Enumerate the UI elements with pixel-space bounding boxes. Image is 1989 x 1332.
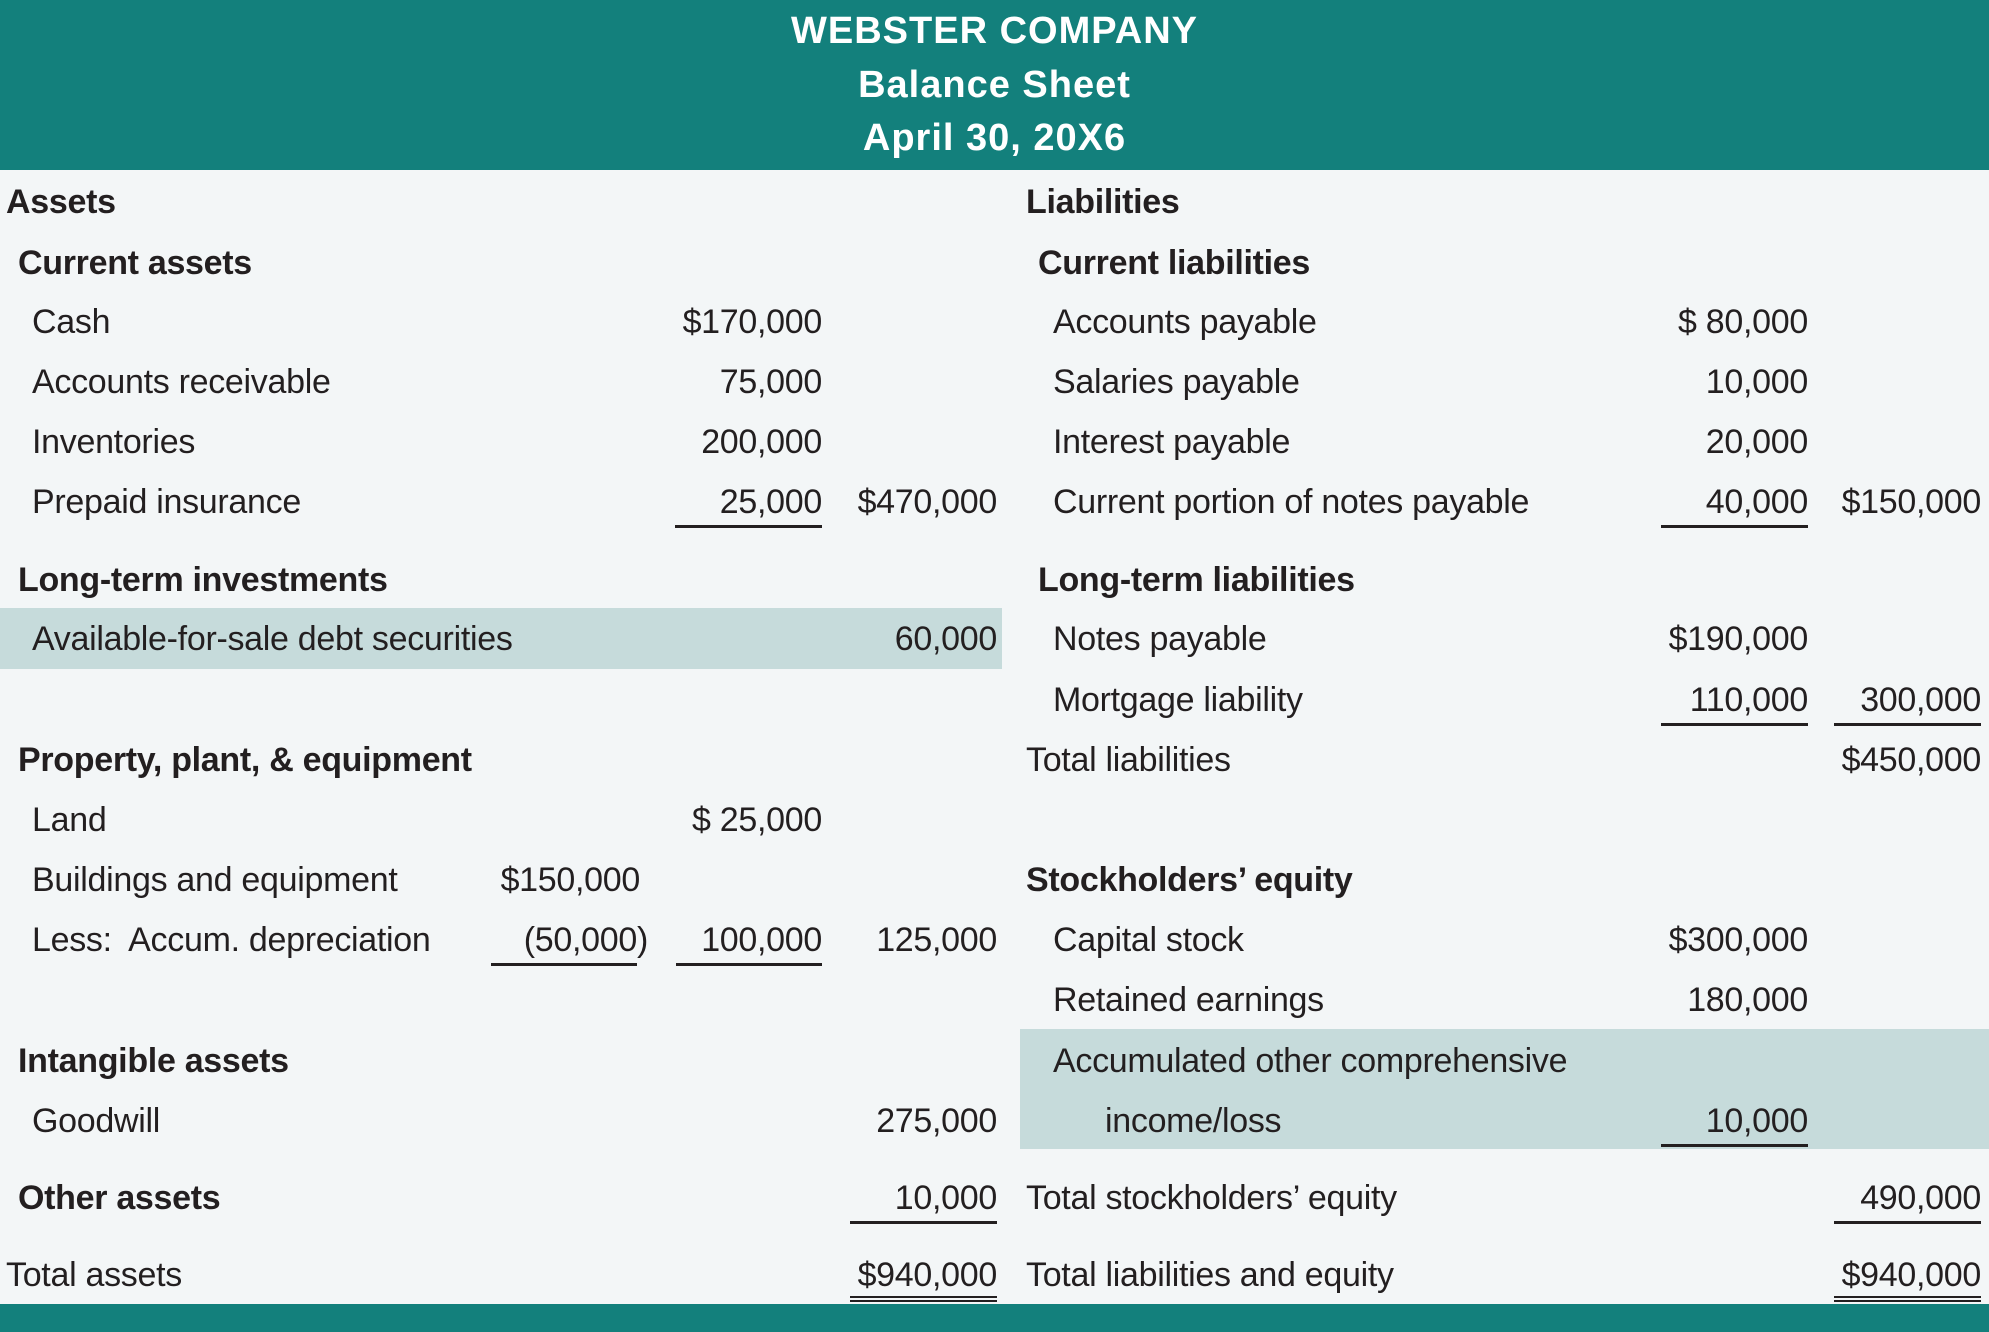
total-liabilities-amount: $450,000: [1841, 741, 1981, 779]
underline: [1834, 1221, 1981, 1224]
prepaid-amount: 25,000: [719, 483, 822, 521]
ap-amount: $ 80,000: [1678, 303, 1808, 341]
lt-investments-heading: Long-term investments: [18, 561, 388, 599]
inventories-label: Inventories: [32, 423, 196, 461]
underline: [491, 963, 637, 966]
ar-label: Accounts receivable: [32, 363, 331, 401]
double-underline: [850, 1296, 997, 1298]
footer-bar: [0, 1304, 1989, 1332]
current-liabilities-heading: Current liabilities: [1038, 244, 1311, 282]
buildings-label: Buildings and equipment: [32, 861, 398, 899]
intangible-heading: Intangible assets: [18, 1042, 289, 1080]
underline: [1661, 723, 1808, 726]
lt-liabilities-total: 300,000: [1860, 681, 1981, 719]
retained-earnings-amount: 180,000: [1687, 981, 1808, 1019]
notes-payable-label: Notes payable: [1053, 620, 1267, 658]
underline: [1661, 525, 1808, 528]
ppe-total: 125,000: [876, 921, 997, 959]
total-liabilities-label: Total liabilities: [1026, 741, 1231, 779]
current-liabilities-total: $150,000: [1841, 483, 1981, 521]
mortgage-amount: 110,000: [1689, 681, 1808, 719]
total-assets-label: Total assets: [6, 1256, 182, 1294]
cash-label: Cash: [32, 303, 111, 341]
double-underline: [1834, 1296, 1981, 1298]
statement-date: April 30, 20X6: [862, 117, 1127, 159]
underline: [675, 525, 822, 528]
goodwill-total: 275,000: [876, 1102, 997, 1140]
current-assets-total: $470,000: [857, 483, 997, 521]
total-liab-equity-amount: $940,000: [1841, 1256, 1981, 1294]
mortgage-label: Mortgage liability: [1053, 681, 1303, 719]
total-assets-amount: $940,000: [857, 1256, 997, 1294]
interest-amount: 20,000: [1705, 423, 1808, 461]
underline: [850, 1221, 997, 1224]
retained-earnings-label: Retained earnings: [1053, 981, 1324, 1019]
buildings-gross: $150,000: [500, 861, 640, 899]
current-notes-label: Current portion of notes payable: [1053, 483, 1530, 521]
capital-stock-amount: $300,000: [1668, 921, 1808, 959]
double-underline: [1834, 1300, 1981, 1302]
double-underline: [850, 1300, 997, 1302]
aoci-label: Accumulated other comprehensive: [1053, 1042, 1568, 1080]
goodwill-label: Goodwill: [32, 1102, 160, 1140]
current-assets-heading: Current assets: [18, 244, 252, 282]
total-equity-label: Total stockholders’ equity: [1026, 1179, 1397, 1217]
salaries-label: Salaries payable: [1053, 363, 1300, 401]
buildings-net: 100,000: [701, 921, 822, 959]
land-label: Land: [32, 801, 107, 839]
inventories-amount: 200,000: [701, 423, 822, 461]
notes-payable-amount: $190,000: [1668, 620, 1808, 658]
company-name: WEBSTER COMPANY: [791, 10, 1198, 52]
other-assets-total: 10,000: [894, 1179, 997, 1217]
aoci-label-2: income/loss: [1105, 1102, 1282, 1140]
lt-liabilities-heading: Long-term liabilities: [1038, 561, 1355, 599]
total-liab-equity-label: Total liabilities and equity: [1026, 1256, 1394, 1294]
total-equity-amount: 490,000: [1860, 1179, 1981, 1217]
capital-stock-label: Capital stock: [1053, 921, 1244, 959]
depreciation-label: Less: Accum. depreciation: [32, 921, 431, 959]
aoci-amount: 10,000: [1705, 1102, 1808, 1140]
statement-header: [0, 0, 1989, 170]
afs-total: 60,000: [894, 620, 997, 658]
ar-amount: 75,000: [719, 363, 822, 401]
statement-title: Balance Sheet: [858, 64, 1131, 106]
current-notes-amount: 40,000: [1705, 483, 1808, 521]
ap-label: Accounts payable: [1053, 303, 1317, 341]
assets-heading: Assets: [6, 183, 116, 221]
liabilities-heading: Liabilities: [1026, 183, 1180, 221]
prepaid-label: Prepaid insurance: [32, 483, 301, 521]
cash-amount: $170,000: [682, 303, 822, 341]
ppe-heading: Property, plant, & equipment: [18, 741, 472, 779]
equity-heading: Stockholders’ equity: [1026, 861, 1353, 899]
salaries-amount: 10,000: [1705, 363, 1808, 401]
interest-label: Interest payable: [1053, 423, 1291, 461]
other-assets-heading: Other assets: [18, 1179, 221, 1217]
afs-label: Available-for-sale debt securities: [32, 620, 513, 658]
underline: [1834, 723, 1981, 726]
underline: [1661, 1144, 1808, 1147]
depreciation-amount: (50,000): [523, 921, 648, 959]
underline: [676, 963, 822, 966]
land-amount: $ 25,000: [692, 801, 822, 839]
